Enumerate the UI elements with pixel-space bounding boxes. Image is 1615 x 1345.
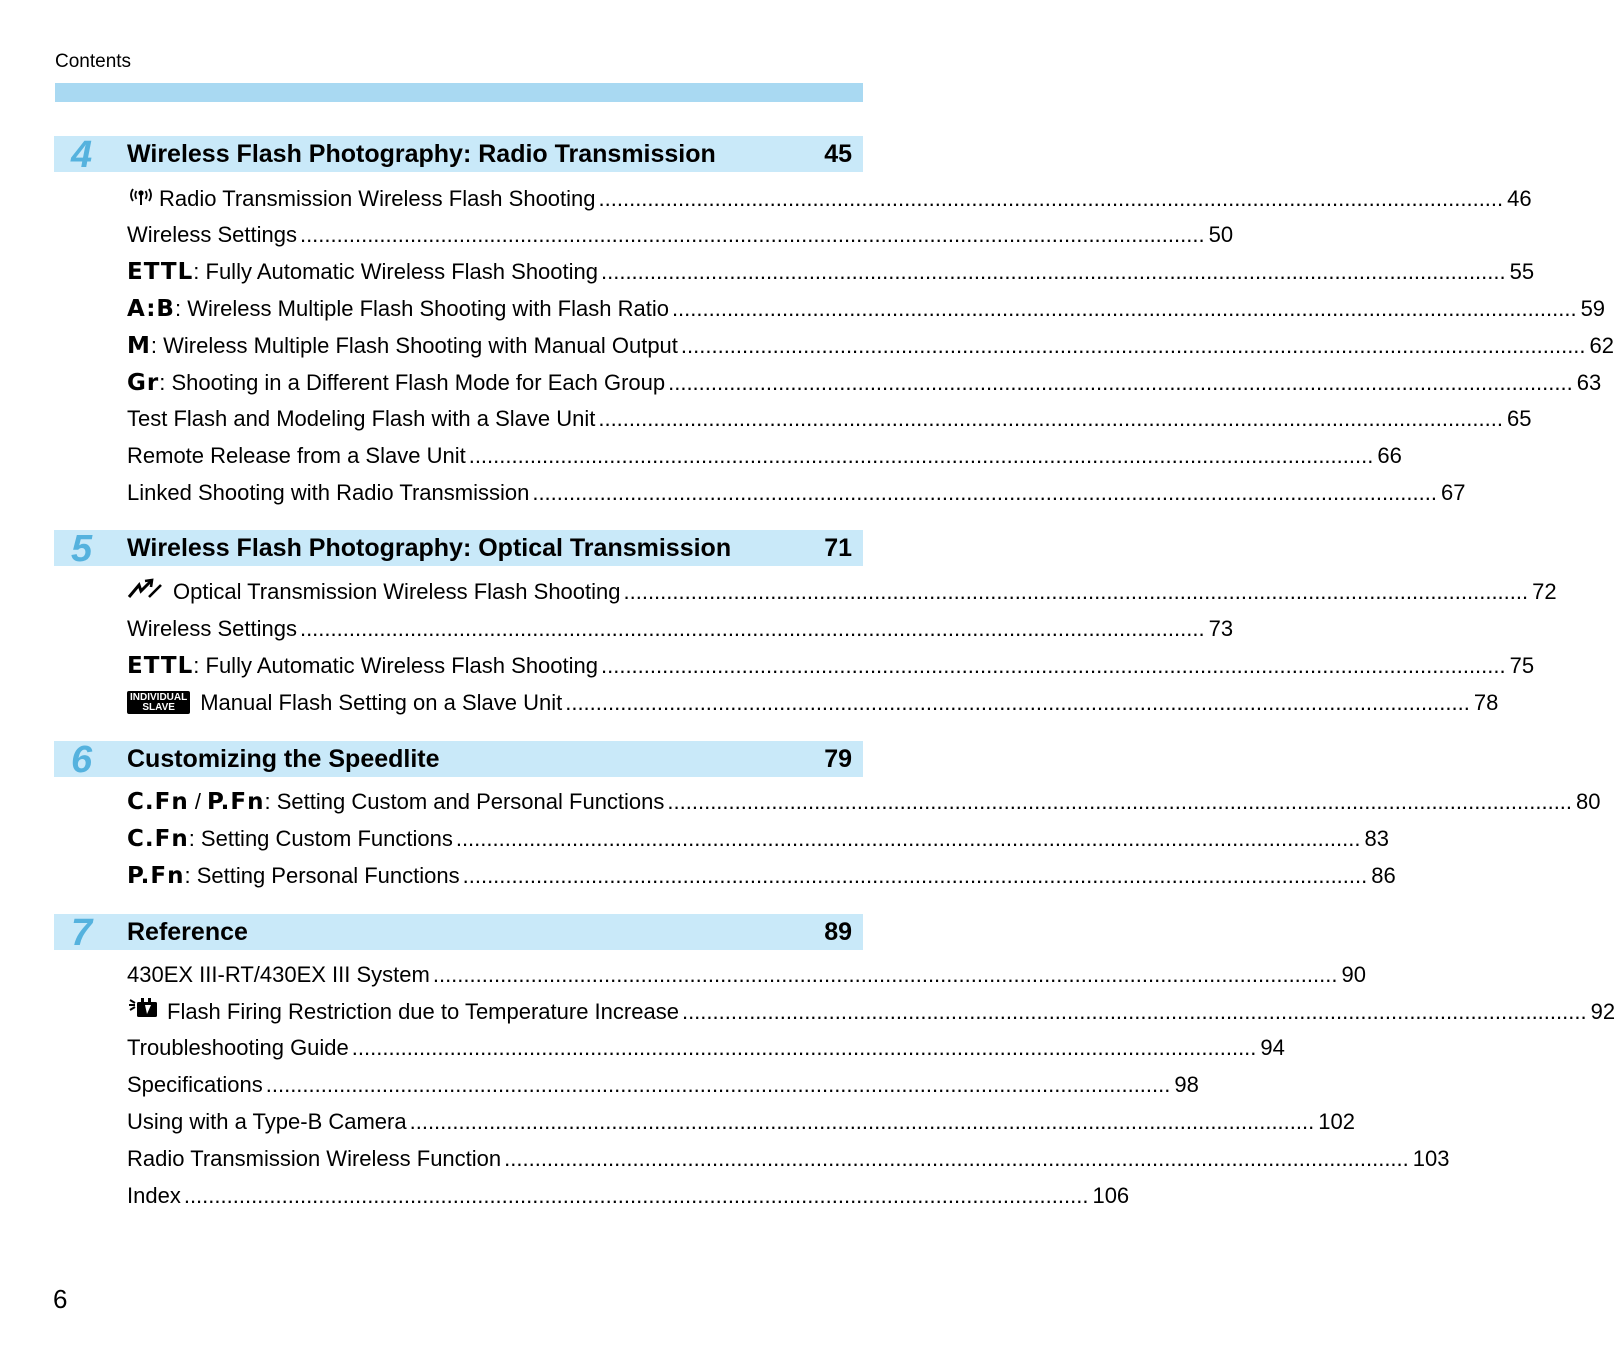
entry-text: Radio Transmission Wireless Flash Shooting — [159, 186, 596, 211]
top-color-bar — [55, 83, 863, 102]
ab-ratio-symbol: A:B — [127, 296, 175, 322]
entry-text: Using with a Type-B Camera — [127, 1109, 407, 1134]
chapter-title: Reference — [127, 918, 248, 946]
temperature-warning-icon — [127, 995, 159, 1026]
entry-text: Wireless Settings — [127, 222, 297, 247]
toc-entry[interactable] — [127, 961, 1366, 989]
toc-entry[interactable] — [127, 442, 1402, 470]
entry-page: 46 — [1507, 186, 1532, 211]
chapter-5-header[interactable] — [54, 528, 863, 570]
entry-page: 102 — [1318, 1109, 1355, 1134]
manual-mode-symbol: M — [127, 333, 151, 359]
chapter-title: Customizing the Speedlite — [127, 745, 440, 773]
ettl-mode-symbol: ETTL — [127, 259, 194, 285]
entry-page: 75 — [1509, 653, 1535, 678]
dot-leader: .................................................................................................................................................... — [601, 259, 1506, 284]
radio-wave-icon — [127, 185, 155, 213]
dot-leader: .................................................................................................................................................... — [671, 296, 1577, 321]
entry-page: 103 — [1412, 1146, 1450, 1171]
dot-leader: .................................................................................................................................................... — [680, 333, 1586, 358]
personal-function-symbol: P.Fn — [127, 863, 185, 889]
badge-line-1: INDIVIDUAL — [130, 692, 188, 703]
toc-entry[interactable] — [127, 578, 1557, 606]
entry-text: : Fully Automatic Wireless Flash Shooting — [193, 653, 598, 678]
dot-leader: .................................................................................................................................................... — [409, 1109, 1315, 1134]
dot-leader: .................................................................................................................................................... — [351, 1035, 1257, 1060]
entry-text: Optical Transmission Wireless Flash Shooting — [173, 579, 621, 604]
chapter-6-header[interactable] — [54, 739, 863, 781]
entry-page: 86 — [1371, 863, 1396, 888]
dot-leader: .................................................................................................................................................... — [462, 863, 1368, 888]
toc-entry[interactable] — [127, 185, 1532, 213]
toc-entry[interactable] — [127, 479, 1466, 507]
entry-text: : Fully Automatic Wireless Flash Shooting — [193, 259, 598, 284]
entry-page: 55 — [1509, 259, 1535, 284]
entry-page: 67 — [1440, 480, 1466, 505]
entry-page: 66 — [1377, 443, 1402, 468]
group-mode-symbol: Gr — [127, 370, 160, 396]
entry-text: Remote Release from a Slave Unit — [127, 443, 466, 468]
dot-leader: .................................................................................................................................................... — [532, 480, 1437, 505]
optical-wireless-icon — [127, 578, 163, 606]
toc-entry[interactable] — [127, 1071, 1199, 1099]
entry-page: 98 — [1174, 1072, 1199, 1097]
dot-leader: .................................................................................................................................................... — [601, 653, 1506, 678]
entry-text: Flash Firing Restriction due to Temperature Increase — [167, 999, 679, 1024]
dot-leader: .................................................................................................................................................... — [668, 370, 1573, 395]
entry-page: 106 — [1092, 1183, 1130, 1208]
toc-entry[interactable] — [127, 825, 1389, 853]
entry-page: 65 — [1506, 406, 1532, 431]
dot-leader: .................................................................................................................................................... — [504, 1146, 1409, 1171]
chapter-number: 6 — [71, 739, 93, 781]
dot-leader: .................................................................................................................................................... — [623, 579, 1529, 604]
toc-entry[interactable] — [127, 1034, 1285, 1062]
entry-text: Manual Flash Setting on a Slave Unit — [200, 690, 563, 715]
dot-leader: .................................................................................................................................................... — [432, 962, 1338, 987]
toc-entry[interactable] — [127, 405, 1532, 433]
symbol-separator: / — [188, 789, 208, 814]
entry-page: 92 — [1590, 999, 1615, 1024]
entry-text: Specifications — [127, 1072, 263, 1097]
dot-leader: .................................................................................................................................................... — [299, 222, 1205, 247]
dot-leader: .................................................................................................................................................... — [598, 406, 1503, 431]
toc-entry[interactable] — [127, 258, 1535, 286]
custom-function-symbol: C.Fn — [127, 789, 189, 815]
entry-text: : Wireless Multiple Flash Shooting with Manual Output — [150, 333, 678, 358]
dot-leader: .................................................................................................................................................... — [565, 690, 1470, 715]
toc-entry[interactable] — [127, 615, 1234, 643]
toc-entry[interactable] — [127, 862, 1396, 890]
entry-page: 83 — [1364, 826, 1389, 851]
badge-line-2: SLAVE — [142, 702, 175, 713]
entry-text: 430EX III-RT/430EX III System — [127, 962, 430, 987]
toc-entry[interactable] — [127, 652, 1535, 680]
dot-leader: .................................................................................................................................................... — [667, 789, 1573, 814]
toc-entry[interactable] — [127, 332, 1615, 360]
individual-slave-badge — [127, 691, 190, 714]
entry-page: 62 — [1589, 333, 1615, 358]
entry-page: 94 — [1260, 1035, 1285, 1060]
chapter-page: 89 — [824, 918, 852, 946]
chapter-page: 79 — [824, 745, 852, 773]
toc-entry[interactable] — [127, 998, 1615, 1026]
entry-text: : Setting Custom and Personal Functions — [264, 789, 665, 814]
toc-entry[interactable] — [127, 1182, 1130, 1210]
entry-page: 73 — [1208, 616, 1234, 641]
chapter-page: 45 — [824, 140, 852, 168]
entry-text: Radio Transmission Wireless Function — [127, 1146, 502, 1171]
entry-page: 63 — [1576, 370, 1602, 395]
entry-page: 72 — [1532, 579, 1557, 604]
dot-leader: .................................................................................................................................................... — [265, 1072, 1171, 1097]
toc-entry[interactable] — [127, 1145, 1450, 1173]
entry-page: 50 — [1208, 222, 1234, 247]
page-number: 6 — [53, 1284, 68, 1314]
entry-text: Linked Shooting with Radio Transmission — [127, 480, 530, 505]
toc-entry[interactable] — [127, 788, 1601, 816]
dot-leader: .................................................................................................................................................... — [183, 1183, 1089, 1208]
entry-text: Wireless Settings — [127, 616, 297, 641]
entry-page: 59 — [1580, 296, 1606, 321]
toc-entry[interactable] — [127, 689, 1499, 717]
chapter-title: Wireless Flash Photography: Radio Transmission — [127, 140, 716, 168]
entry-text: : Setting Custom Functions — [188, 826, 453, 851]
toc-entry[interactable] — [127, 295, 1606, 323]
chapter-title: Wireless Flash Photography: Optical Transmission — [127, 534, 732, 562]
toc-entry[interactable] — [127, 221, 1234, 249]
ettl-mode-symbol: ETTL — [127, 653, 194, 679]
dot-leader: .................................................................................................................................................... — [468, 443, 1374, 468]
dot-leader: .................................................................................................................................................... — [455, 826, 1361, 851]
running-head: Contents — [55, 51, 132, 72]
toc-entry[interactable] — [127, 369, 1602, 397]
chapter-number: 4 — [71, 134, 93, 176]
personal-function-symbol: P.Fn — [207, 789, 265, 815]
dot-leader: .................................................................................................................................................... — [299, 616, 1205, 641]
entry-text: Index — [127, 1183, 181, 1208]
chapter-number: 7 — [71, 912, 93, 954]
entry-page: 78 — [1473, 690, 1499, 715]
entry-text: : Shooting in a Different Flash Mode for Each Group — [159, 370, 666, 395]
entry-text: Troubleshooting Guide — [127, 1035, 349, 1060]
chapter-number: 5 — [71, 528, 93, 570]
entry-text: : Wireless Multiple Flash Shooting with Flash Ratio — [174, 296, 669, 321]
entry-text: Test Flash and Modeling Flash with a Slave Unit — [127, 406, 596, 431]
chapter-page: 71 — [824, 534, 852, 562]
toc-entry[interactable] — [127, 1108, 1355, 1136]
dot-leader: .................................................................................................................................................... — [598, 186, 1504, 211]
entry-page: 90 — [1341, 962, 1366, 987]
chapter-4-header[interactable] — [54, 134, 863, 176]
custom-function-symbol: C.Fn — [127, 826, 189, 852]
entry-text: : Setting Personal Functions — [184, 863, 460, 888]
chapter-7-header[interactable] — [54, 912, 863, 954]
entry-page: 80 — [1576, 789, 1601, 814]
dot-leader: .................................................................................................................................................... — [681, 999, 1587, 1024]
